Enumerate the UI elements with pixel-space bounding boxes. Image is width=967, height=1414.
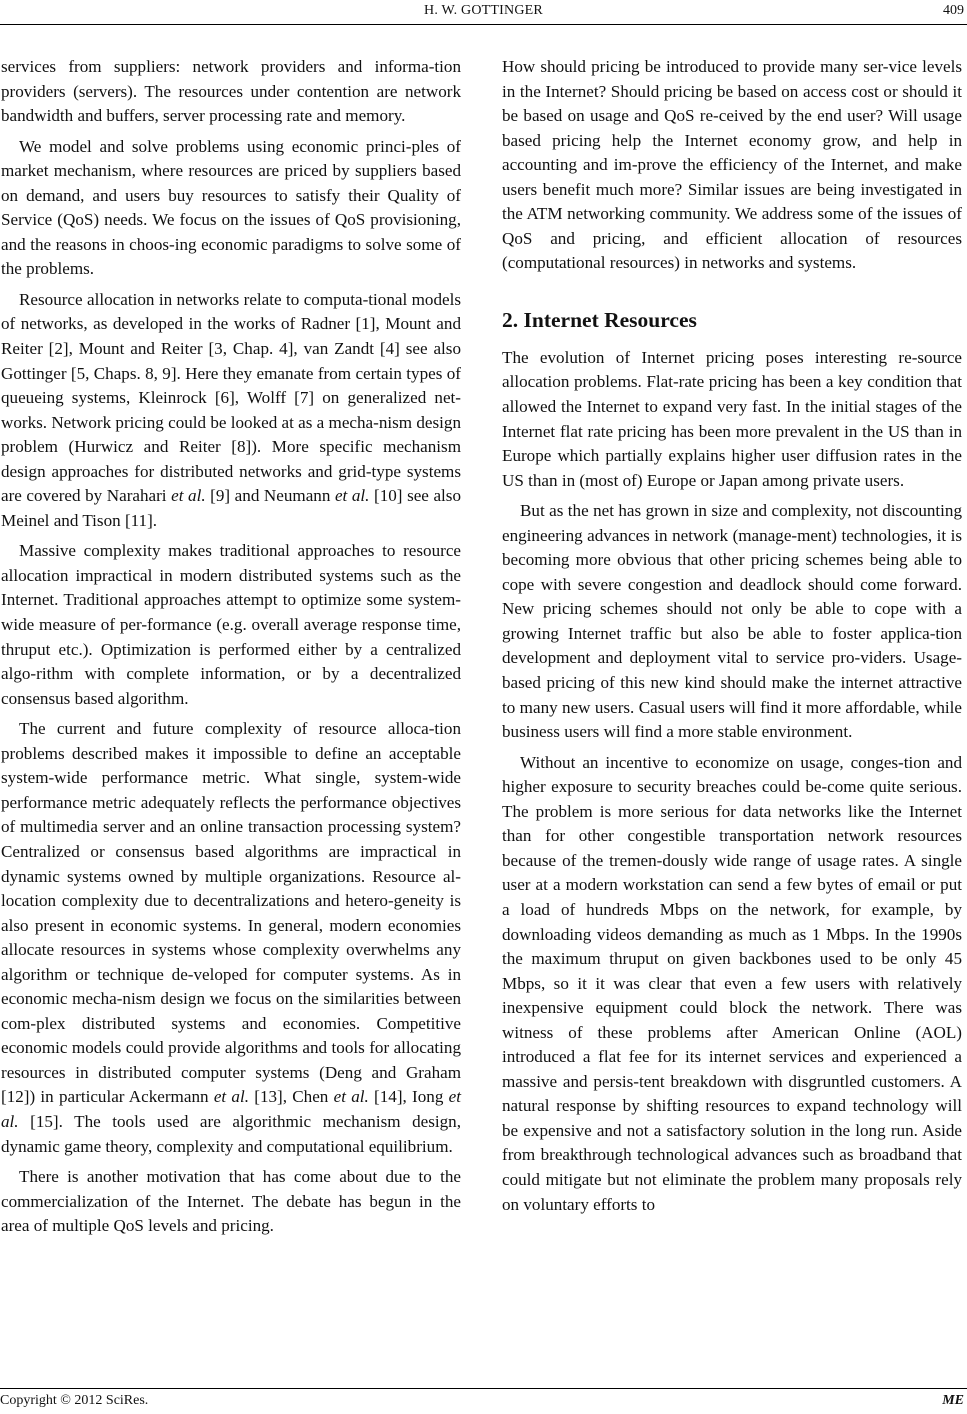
text-run: [15]. The tools used are algorithmic mechanism design, dynamic game theory, complexity and computational equilibrium. xyxy=(1,1111,461,1156)
text-run-italic: et al. xyxy=(171,486,206,506)
header-rule xyxy=(0,24,967,25)
paragraph xyxy=(1,288,461,533)
text-run-italic: et al. xyxy=(333,1087,369,1107)
paragraph: services from suppliers: network providers and informa-tion providers (servers). The resources under contention are network bandwidth and buffers, server processing rate and memory. xyxy=(1,57,461,126)
text-run: [14], Iong xyxy=(368,1087,449,1107)
paragraph: There is another motivation that has come about due to the commercialization of the Internet. The debate has begun in the area of multiple QoS levels and pricing. xyxy=(1,1167,461,1236)
paragraph: Massive complexity makes traditional approaches to resource allocation impractical in modern distributed systems such as the Internet. Traditional approaches attempt to optimize some system-wide measure of per-formance (e.g. overall average response time, thruput etc.). Optimization is performed either by a centralized algo-rithm with complete information, or by a decentralized consensus based algorithm. xyxy=(1,541,461,708)
paragraph: But as the net has grown in size and complexity, not discounting engineering advances in network (manage-ment) technologies, it is becoming more obvious that other pricing schemes being able to cope with severe congestion and deadlock should come forward. New pricing schemes should not only be able to cope with a growing Internet traffic but also be able to foster applica-tion development and deployment vital to service pro-viders. Usage-based pricing of this new kind should make the internet attractive to many new users. Casual users will find it more affordable, while business users will find a more stable environment. xyxy=(502,501,962,742)
text-run: Resource allocation in networks relate to computa-tional models of networks, as developed in the works of Radner [1], Mount and Reiter [2], Mount and Reiter [3, Chap. 4], van Zandt [4] see also Gottinger [5, Chaps. 8, 9]. Here they emanate from certain types of queueing systems, Kleinrock [6], Wolff [7] on generalized net-works. Network pricing could be looked at as a mecha-nism design problem (Hurwicz and Reiter [8]). More specific mechanism design approaches for distributed networks and grid-type systems are covered by Narahari xyxy=(1,289,461,506)
text-run: [9] and Neumann xyxy=(205,486,335,506)
text-run: [13], Chen xyxy=(248,1087,334,1107)
page-number: 409 xyxy=(943,3,964,18)
section-heading: 2. Internet Resources xyxy=(502,307,697,332)
paragraph: We model and solve problems using economic princi-ples of market mechanism, where resources are priced by suppliers based on demand, and users buy resources to satisfy their Quality of Service (QoS) needs. We focus on the issues of QoS provisioning, and the reasons in choos-ing economic paradigms to solve some of the problems. xyxy=(1,136,461,279)
running-head xyxy=(0,0,967,24)
copyright-notice: Copyright © 2012 SciRes. xyxy=(0,1393,149,1408)
text-run: [10] see also Meinel and Tison [11]. xyxy=(1,486,462,530)
text-run: The current and future complexity of resource alloca-tion problems described makes it impossible to define an acceptable system-wide performance metric. What single, system-wide performance metric adequately reflects the performance objectives of multimedia server and an online transaction processing system? Centralized or consensus based algorithms are impractical in dynamic systems owned by multiple organizations. Resource al-location complexity due to decentralizations and hetero-geneity is also present in economic systems. In general, modern economies allocate resources in systems whose complexity overwhelms any algorithm or technique de-veloped for computer systems. As in economic mecha-nism design we focus on the similarities between com-plex distributed systems and economies. Competitive economic models could provide algorithms and tools for allocating resources in distributed computer systems (Deng and Graham [12]) in particular Ackermann xyxy=(1,719,461,1107)
footer-rule xyxy=(0,1388,967,1389)
paragraph xyxy=(1,717,461,1159)
journal-abbreviation: ME xyxy=(942,1393,964,1408)
paragraph: How should pricing be introduced to provide many ser-vice levels in the Internet? Should pricing be based on access cost or should it be based on usage and QoS re-ceived by the end user? Will usage based pricing help the Internet economy grow, and help in accounting and im-prove the efficiency of the Internet, and make users benefit much more? Similar issues are being investigated in the ATM networking community. We address some of the issues of QoS and pricing, and efficient allocation of resources (computational resources) in networks and systems. xyxy=(502,57,962,273)
left-column xyxy=(1,55,461,1245)
paragraph: The evolution of Internet pricing poses interesting re-source allocation problems. Flat-rate pricing has been a key condition that allowed the Internet to expand very fast. In the initial stages of the Internet flat rate pricing has been more prevalent in the US than in Europe which partially explains higher user diffusion rates in the US than in (most of) Europe or Japan among private users. xyxy=(502,347,962,490)
text-run-italic: et al. xyxy=(334,486,370,506)
running-head-author: H. W. GOTTINGER xyxy=(424,3,543,18)
text-run-italic: et al. xyxy=(1,1087,461,1131)
right-column xyxy=(502,55,962,1223)
paragraph: Without an incentive to economize on usage, conges-tion and higher exposure to security breaches could be-come quite serious. The problem is more serious for data networks like the Internet than for other congestible transportation network resources because of the tremen-dously wide range of usage rates. A single user at a modern workstation can send a few bytes of email or put a load of hundreds Mbps on the network, for example, by downloading videos demanding as much as 1 Mbps. In the 1990s the maximum thruput on given backbones used to be only 45 Mbps, so it it was clear that even a few users with relatively inexpensive equipment could block the network. There was witness of these problems after American Online (AOL) introduced a flat fee for its internet services and experienced a massive and persis-tent breakdown with disgruntled customers. A natural response by shifting resources to expand technology will be expensive and not a satisfactory solution in the long run. Aside from breakthrough technological advances such as broadband that could mitigate but not eliminate the problem many proposals rely on voluntary efforts to xyxy=(502,752,962,1214)
text-run-italic: et al. xyxy=(213,1087,249,1107)
